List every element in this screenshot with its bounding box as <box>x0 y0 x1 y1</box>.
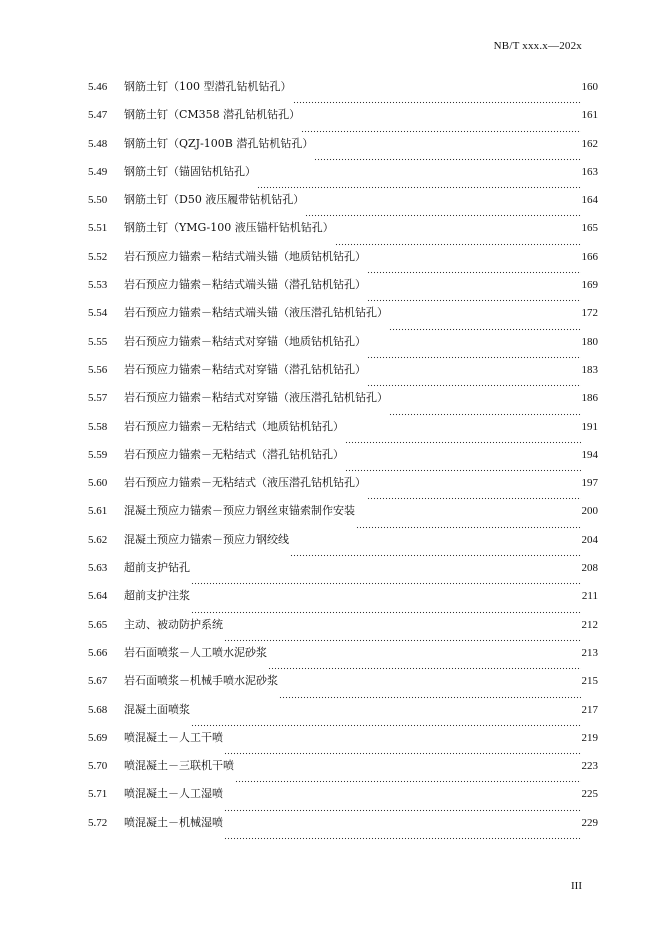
toc-entry-page: 186 <box>581 392 598 405</box>
toc-entry[interactable] <box>88 731 598 759</box>
toc-entry-page: 223 <box>581 760 598 773</box>
toc-entry-number: 5.59 <box>88 448 108 461</box>
toc-dot-leader <box>191 717 581 727</box>
toc-dot-leader <box>224 632 581 642</box>
toc-entry-page: 191 <box>581 420 598 433</box>
toc-entry[interactable] <box>88 193 598 221</box>
toc-entry-title: 岩石预应力锚索－无粘结式（液压潜孔钻机钻孔） <box>124 476 366 490</box>
toc-entry-title: 钢筋土钉（YMG-100 液压锚杆钻机钻孔） <box>124 221 334 235</box>
toc-entry-number: 5.57 <box>88 392 108 405</box>
toc-entry-page: 229 <box>581 816 598 829</box>
toc-entry[interactable] <box>88 476 598 504</box>
toc-dot-leader <box>191 604 581 614</box>
toc-entry-title: 主动、被动防护系统 <box>124 617 223 631</box>
toc-entry[interactable] <box>88 165 598 193</box>
toc-entry-title: 喷混凝土－人工干喷 <box>124 730 223 744</box>
toc-entry[interactable] <box>88 618 598 646</box>
toc-entry[interactable] <box>88 816 598 844</box>
toc-entry-page: 172 <box>581 307 598 320</box>
toc-entry[interactable] <box>88 335 598 363</box>
toc-entry[interactable] <box>88 80 598 108</box>
page-number: III <box>571 880 582 892</box>
toc-entry-number: 5.55 <box>88 335 108 348</box>
toc-entry-page: 219 <box>581 731 598 744</box>
toc-entry-page: 162 <box>581 137 598 150</box>
toc-dot-leader <box>367 490 581 500</box>
toc-dot-leader <box>301 123 580 133</box>
toc-entry-number: 5.66 <box>88 646 108 659</box>
toc-entry-title: 喷混凝土－人工湿喷 <box>124 787 223 801</box>
toc-entry-title: 岩石预应力锚索－无粘结式（地质钻机钻孔） <box>124 419 344 433</box>
toc-entry[interactable] <box>88 221 598 249</box>
toc-entry-title: 钢筋土钉（锚固钻机钻孔） <box>124 164 256 178</box>
toc-dot-leader <box>335 236 581 246</box>
toc-entry-page: 166 <box>581 250 598 263</box>
toc-entry-page: 213 <box>581 646 598 659</box>
toc-entry-number: 5.64 <box>88 590 108 603</box>
toc-entry-page: 194 <box>581 448 598 461</box>
toc-dot-leader <box>293 94 581 104</box>
toc-dot-leader <box>389 321 581 331</box>
toc-entry-title: 混凝土预应力锚索－预应力钢绞线 <box>124 532 289 546</box>
toc-entry[interactable] <box>88 306 598 334</box>
toc-dot-leader <box>345 462 581 472</box>
toc-dot-leader <box>314 151 580 161</box>
toc-entry-number: 5.68 <box>88 703 108 716</box>
toc-entry-number: 5.49 <box>88 165 108 178</box>
toc-dot-leader <box>224 802 581 812</box>
toc-entry-number: 5.61 <box>88 505 108 518</box>
toc-entry-title: 岩石预应力锚索－粘结式端头锚（潜孔钻机钻孔） <box>124 278 366 292</box>
table-of-contents <box>88 80 598 844</box>
toc-entry[interactable] <box>88 646 598 674</box>
toc-entry-title: 喷混凝土－机械湿喷 <box>124 815 223 829</box>
toc-entry-page: 208 <box>581 562 598 575</box>
toc-entry-number: 5.72 <box>88 816 108 829</box>
toc-entry-title: 超前支护注浆 <box>124 589 190 603</box>
toc-entry-page: 161 <box>581 109 598 122</box>
toc-dot-leader <box>224 745 581 755</box>
toc-entry[interactable] <box>88 759 598 787</box>
toc-dot-leader <box>257 179 581 189</box>
toc-entry-title: 混凝土面喷浆 <box>124 702 190 716</box>
toc-entry-title: 超前支护钻孔 <box>124 561 190 575</box>
toc-entry[interactable] <box>88 448 598 476</box>
toc-entry-title: 岩石预应力锚索－粘结式对穿锚（潜孔钻机钻孔） <box>124 362 366 376</box>
toc-entry-title: 岩石预应力锚索－粘结式对穿锚（液压潜孔钻机钻孔） <box>124 391 388 405</box>
toc-entry-number: 5.67 <box>88 675 108 688</box>
toc-entry-title: 喷混凝土－三联机干喷 <box>124 759 234 773</box>
toc-entry-title: 岩石预应力锚索－无粘结式（潜孔钻机钻孔） <box>124 447 344 461</box>
toc-entry-number: 5.47 <box>88 109 108 122</box>
toc-entry-number: 5.46 <box>88 81 108 93</box>
toc-entry[interactable] <box>88 533 598 561</box>
toc-entry-page: 204 <box>581 533 598 546</box>
toc-entry-page: 163 <box>581 165 598 178</box>
toc-entry-title: 钢筋土钉（100 型潜孔钻机钻孔） <box>124 80 292 93</box>
toc-entry-page: 160 <box>581 81 598 93</box>
toc-entry-title: 钢筋土钉（QZJ-100B 潜孔钻机钻孔） <box>124 136 314 150</box>
toc-entry[interactable] <box>88 363 598 391</box>
toc-entry-number: 5.63 <box>88 562 108 575</box>
toc-entry-number: 5.50 <box>88 194 108 207</box>
toc-entry-number: 5.54 <box>88 307 108 320</box>
toc-dot-leader <box>290 547 581 557</box>
toc-entry-page: 180 <box>581 335 598 348</box>
toc-dot-leader <box>268 660 581 670</box>
toc-entry-page: 165 <box>581 222 598 235</box>
toc-entry[interactable] <box>88 589 598 617</box>
toc-entry[interactable] <box>88 504 598 532</box>
toc-entry[interactable] <box>88 674 598 702</box>
toc-entry-number: 5.56 <box>88 363 108 376</box>
toc-entry[interactable] <box>88 703 598 731</box>
toc-entry-page: 215 <box>581 675 598 688</box>
toc-dot-leader <box>279 689 581 699</box>
toc-entry-page: 217 <box>581 703 598 716</box>
toc-entry-page: 183 <box>581 363 598 376</box>
toc-entry[interactable] <box>88 250 598 278</box>
toc-entry-title: 钢筋土钉（D50 液压履带钻机钻孔） <box>124 193 305 207</box>
toc-entry[interactable] <box>88 278 598 306</box>
toc-entry-number: 5.70 <box>88 760 108 773</box>
toc-entry-title: 岩石面喷浆－人工喷水泥砂浆 <box>124 645 267 659</box>
toc-dot-leader <box>345 434 581 444</box>
toc-entry-number: 5.52 <box>88 250 108 263</box>
toc-entry-page: 200 <box>581 505 598 518</box>
toc-entry-number: 5.48 <box>88 137 108 150</box>
toc-entry-page: 225 <box>581 788 598 801</box>
toc-entry-title: 岩石预应力锚索－粘结式对穿锚（地质钻机钻孔） <box>124 334 366 348</box>
toc-entry-title: 岩石面喷浆－机械手喷水泥砂浆 <box>124 674 278 688</box>
toc-dot-leader <box>367 264 581 274</box>
toc-entry-page: 164 <box>581 194 598 207</box>
toc-dot-leader <box>235 773 581 783</box>
page-header: NB/T xxx.x—202x <box>493 40 582 52</box>
toc-dot-leader <box>367 292 581 302</box>
toc-entry-page: 169 <box>581 279 598 292</box>
toc-entry-number: 5.60 <box>88 477 108 490</box>
toc-entry-title: 钢筋土钉（CM358 潜孔钻机钻孔） <box>124 108 301 122</box>
toc-entry-number: 5.69 <box>88 731 108 744</box>
toc-entry-title: 岩石预应力锚索－粘结式端头锚（地质钻机钻孔） <box>124 249 366 263</box>
toc-dot-leader <box>367 349 581 359</box>
toc-entry-page: 212 <box>581 618 598 631</box>
toc-entry-number: 5.65 <box>88 618 108 631</box>
toc-entry-title: 混凝土预应力锚索－预应力钢丝束锚索制作安装 <box>124 504 355 518</box>
toc-entry-number: 5.62 <box>88 533 108 546</box>
toc-entry-number: 5.51 <box>88 222 108 235</box>
toc-entry[interactable] <box>88 391 598 419</box>
toc-entry[interactable] <box>88 108 598 136</box>
toc-entry-page: 211 <box>581 590 598 603</box>
toc-dot-leader <box>224 830 581 840</box>
toc-entry-title: 岩石预应力锚索－粘结式端头锚（液压潜孔钻机钻孔） <box>124 306 388 320</box>
toc-dot-leader <box>389 406 581 416</box>
toc-dot-leader <box>191 575 581 585</box>
toc-entry-page: 197 <box>581 477 598 490</box>
toc-entry[interactable] <box>88 787 598 815</box>
toc-entry-number: 5.58 <box>88 420 108 433</box>
toc-dot-leader <box>367 377 581 387</box>
toc-entry[interactable] <box>88 137 598 165</box>
toc-entry-number: 5.53 <box>88 279 108 292</box>
toc-dot-leader <box>356 519 581 529</box>
toc-entry[interactable] <box>88 420 598 448</box>
toc-entry-number: 5.71 <box>88 788 108 801</box>
toc-dot-leader <box>305 207 580 217</box>
toc-entry[interactable] <box>88 561 598 589</box>
